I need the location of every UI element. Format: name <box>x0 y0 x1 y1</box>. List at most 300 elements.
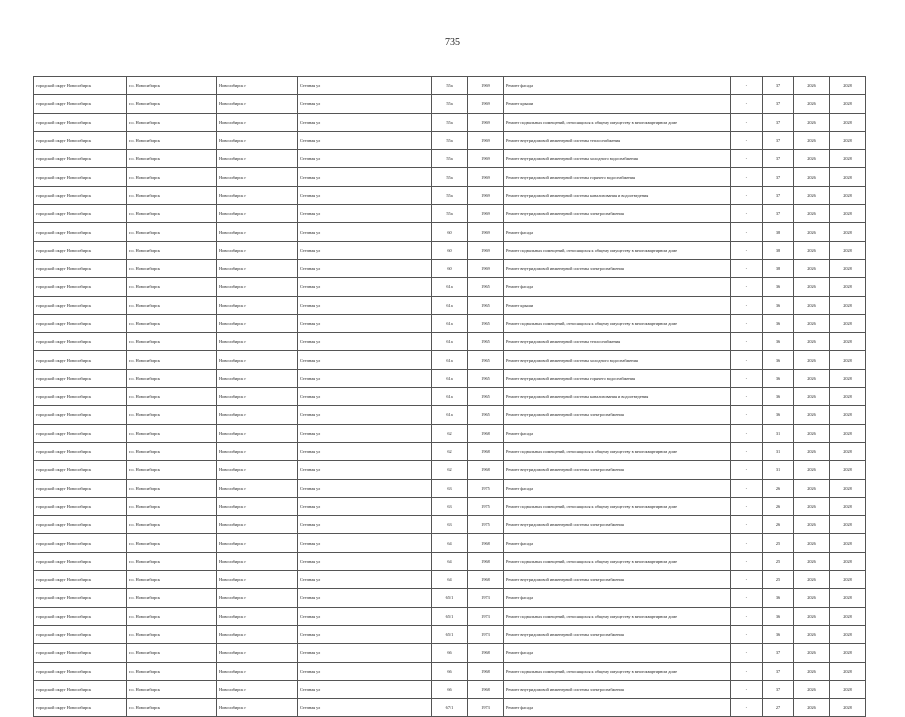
cell-period-to: 2028 <box>830 205 866 223</box>
cell-life: 38 <box>763 259 794 277</box>
cell-district: городской округ Новосибирск <box>34 168 127 186</box>
table-row <box>34 278 866 296</box>
cell-year: 1969 <box>468 113 504 131</box>
cell-dash: - <box>731 406 763 424</box>
cell-house: 62 <box>432 424 468 442</box>
cell-district: городской округ Новосибирск <box>34 333 127 351</box>
cell-life: 37 <box>763 186 794 204</box>
cell-locality: Новосибирск г <box>217 259 298 277</box>
cell-work: Ремонт внутридомовой инженерной системы теплоснабжения <box>504 131 731 149</box>
cell-work: Ремонт внутридомовой инженерной системы канализования и водоотведения <box>504 388 731 406</box>
cell-period-from: 2026 <box>794 223 830 241</box>
cell-locality: Новосибирск г <box>217 589 298 607</box>
cell-street: Степная ул <box>298 571 432 589</box>
cell-house: 55а <box>432 150 468 168</box>
cell-period-to: 2028 <box>830 644 866 662</box>
cell-municipality: г.о. Новосибирск <box>127 461 217 479</box>
cell-period-to: 2028 <box>830 278 866 296</box>
cell-district: городской округ Новосибирск <box>34 205 127 223</box>
cell-dash: - <box>731 424 763 442</box>
cell-municipality: г.о. Новосибирск <box>127 497 217 515</box>
cell-period-to: 2028 <box>830 625 866 643</box>
table-row <box>34 571 866 589</box>
cell-district: городской округ Новосибирск <box>34 150 127 168</box>
cell-period-from: 2026 <box>794 662 830 680</box>
cell-period-to: 2028 <box>830 680 866 698</box>
table-row <box>34 406 866 424</box>
cell-life: 36 <box>763 314 794 332</box>
cell-street: Степная ул <box>298 369 432 387</box>
cell-house: 66 <box>432 680 468 698</box>
cell-dash: - <box>731 369 763 387</box>
cell-period-from: 2026 <box>794 625 830 643</box>
cell-dash: - <box>731 131 763 149</box>
table-row <box>34 644 866 662</box>
cell-district: городской округ Новосибирск <box>34 534 127 552</box>
cell-district: городской округ Новосибирск <box>34 680 127 698</box>
cell-dash: - <box>731 205 763 223</box>
cell-district: городской округ Новосибирск <box>34 607 127 625</box>
cell-life: 38 <box>763 223 794 241</box>
cell-period-to: 2028 <box>830 552 866 570</box>
cell-life: 26 <box>763 516 794 534</box>
table-row <box>34 186 866 204</box>
cell-locality: Новосибирск г <box>217 406 298 424</box>
cell-district: городской округ Новосибирск <box>34 424 127 442</box>
page-number: 735 <box>445 37 460 48</box>
cell-locality: Новосибирск г <box>217 351 298 369</box>
cell-locality: Новосибирск г <box>217 278 298 296</box>
cell-period-from: 2026 <box>794 607 830 625</box>
cell-district: городской округ Новосибирск <box>34 95 127 113</box>
cell-locality: Новосибирск г <box>217 461 298 479</box>
cell-period-to: 2028 <box>830 241 866 259</box>
cell-dash: - <box>731 388 763 406</box>
cell-street: Степная ул <box>298 461 432 479</box>
cell-municipality: г.о. Новосибирск <box>127 680 217 698</box>
cell-dash: - <box>731 534 763 552</box>
cell-locality: Новосибирск г <box>217 223 298 241</box>
cell-dash: - <box>731 296 763 314</box>
cell-year: 1968 <box>468 662 504 680</box>
cell-district: городской округ Новосибирск <box>34 77 127 95</box>
cell-life: 37 <box>763 644 794 662</box>
cell-house: 55а <box>432 131 468 149</box>
cell-locality: Новосибирск г <box>217 150 298 168</box>
cell-municipality: г.о. Новосибирск <box>127 259 217 277</box>
cell-life: 31 <box>763 442 794 460</box>
cell-street: Степная ул <box>298 552 432 570</box>
cell-district: городской округ Новосибирск <box>34 223 127 241</box>
cell-period-from: 2026 <box>794 680 830 698</box>
cell-street: Степная ул <box>298 497 432 515</box>
cell-year: 1965 <box>468 369 504 387</box>
cell-period-from: 2026 <box>794 351 830 369</box>
cell-life: 37 <box>763 95 794 113</box>
cell-street: Степная ул <box>298 278 432 296</box>
cell-municipality: г.о. Новосибирск <box>127 77 217 95</box>
cell-year: 1968 <box>468 680 504 698</box>
cell-street: Степная ул <box>298 589 432 607</box>
cell-life: 37 <box>763 113 794 131</box>
cell-street: Степная ул <box>298 351 432 369</box>
table-row <box>34 662 866 680</box>
cell-work: Ремонт подвальных помещений, относящихся к общему имуществу в многоквартирном доме <box>504 314 731 332</box>
cell-district: городской округ Новосибирск <box>34 351 127 369</box>
cell-period-from: 2026 <box>794 552 830 570</box>
cell-life: 36 <box>763 607 794 625</box>
cell-street: Степная ул <box>298 516 432 534</box>
table-row <box>34 259 866 277</box>
cell-life: 36 <box>763 351 794 369</box>
cell-work: Ремонт фасада <box>504 77 731 95</box>
cell-work: Ремонт внутридомовой инженерной системы теплоснабжения <box>504 333 731 351</box>
cell-life: 36 <box>763 369 794 387</box>
cell-life: 31 <box>763 424 794 442</box>
cell-period-to: 2028 <box>830 186 866 204</box>
cell-period-to: 2028 <box>830 662 866 680</box>
cell-street: Степная ул <box>298 388 432 406</box>
cell-period-to: 2028 <box>830 369 866 387</box>
table-row <box>34 680 866 698</box>
cell-locality: Новосибирск г <box>217 333 298 351</box>
cell-work: Ремонт внутридомовой инженерной системы горячего водоснабжения <box>504 168 731 186</box>
table-row <box>34 534 866 552</box>
cell-municipality: г.о. Новосибирск <box>127 589 217 607</box>
cell-period-from: 2026 <box>794 314 830 332</box>
cell-municipality: г.о. Новосибирск <box>127 625 217 643</box>
table-row <box>34 241 866 259</box>
cell-period-from: 2026 <box>794 150 830 168</box>
cell-locality: Новосибирск г <box>217 77 298 95</box>
cell-house: 55а <box>432 205 468 223</box>
cell-life: 37 <box>763 205 794 223</box>
cell-district: городской округ Новосибирск <box>34 497 127 515</box>
cell-house: 66 <box>432 644 468 662</box>
cell-period-to: 2028 <box>830 259 866 277</box>
cell-municipality: г.о. Новосибирск <box>127 186 217 204</box>
cell-life: 36 <box>763 406 794 424</box>
cell-year: 1969 <box>468 95 504 113</box>
cell-district: городской округ Новосибирск <box>34 186 127 204</box>
cell-district: городской округ Новосибирск <box>34 296 127 314</box>
cell-period-to: 2028 <box>830 150 866 168</box>
cell-period-from: 2026 <box>794 534 830 552</box>
cell-dash: - <box>731 516 763 534</box>
cell-life: 25 <box>763 552 794 570</box>
cell-life: 36 <box>763 333 794 351</box>
cell-work: Ремонт подвальных помещений, относящихся к общему имуществу в многоквартирном доме <box>504 662 731 680</box>
cell-dash: - <box>731 644 763 662</box>
cell-work: Ремонт внутридомовой инженерной системы электроснабжения <box>504 461 731 479</box>
cell-locality: Новосибирск г <box>217 699 298 717</box>
cell-work: Ремонт фасада <box>504 644 731 662</box>
cell-work: Ремонт фасада <box>504 278 731 296</box>
cell-house: 64 <box>432 534 468 552</box>
cell-street: Степная ул <box>298 424 432 442</box>
cell-period-to: 2028 <box>830 113 866 131</box>
cell-district: городской округ Новосибирск <box>34 241 127 259</box>
cell-locality: Новосибирск г <box>217 625 298 643</box>
cell-locality: Новосибирск г <box>217 388 298 406</box>
cell-house: 63 <box>432 479 468 497</box>
cell-year: 1975 <box>468 479 504 497</box>
cell-house: 61а <box>432 406 468 424</box>
cell-period-to: 2028 <box>830 351 866 369</box>
cell-house: 61а <box>432 351 468 369</box>
cell-locality: Новосибирск г <box>217 186 298 204</box>
cell-period-to: 2028 <box>830 223 866 241</box>
cell-period-to: 2028 <box>830 699 866 717</box>
cell-municipality: г.о. Новосибирск <box>127 168 217 186</box>
cell-year: 1973 <box>468 589 504 607</box>
cell-period-to: 2028 <box>830 607 866 625</box>
cell-period-from: 2026 <box>794 296 830 314</box>
cell-period-from: 2026 <box>794 168 830 186</box>
cell-municipality: г.о. Новосибирск <box>127 662 217 680</box>
cell-period-from: 2026 <box>794 589 830 607</box>
table-row <box>34 77 866 95</box>
cell-municipality: г.о. Новосибирск <box>127 333 217 351</box>
cell-district: городской округ Новосибирск <box>34 662 127 680</box>
cell-district: городской округ Новосибирск <box>34 314 127 332</box>
cell-municipality: г.о. Новосибирск <box>127 369 217 387</box>
cell-period-to: 2028 <box>830 95 866 113</box>
cell-locality: Новосибирск г <box>217 424 298 442</box>
cell-period-to: 2028 <box>830 406 866 424</box>
cell-period-to: 2028 <box>830 497 866 515</box>
table-row <box>34 479 866 497</box>
cell-municipality: г.о. Новосибирск <box>127 479 217 497</box>
cell-municipality: г.о. Новосибирск <box>127 150 217 168</box>
cell-work: Ремонт подвальных помещений, относящихся к общему имуществу в многоквартирном доме <box>504 607 731 625</box>
cell-year: 1968 <box>468 644 504 662</box>
cell-period-from: 2026 <box>794 186 830 204</box>
cell-locality: Новосибирск г <box>217 168 298 186</box>
cell-work: Ремонт подвальных помещений, относящихся к общему имуществу в многоквартирном доме <box>504 113 731 131</box>
cell-year: 1969 <box>468 168 504 186</box>
cell-house: 60 <box>432 241 468 259</box>
cell-year: 1975 <box>468 516 504 534</box>
cell-life: 36 <box>763 388 794 406</box>
cell-year: 1968 <box>468 552 504 570</box>
cell-district: городской округ Новосибирск <box>34 479 127 497</box>
cell-life: 36 <box>763 296 794 314</box>
cell-year: 1969 <box>468 150 504 168</box>
cell-life: 38 <box>763 241 794 259</box>
cell-locality: Новосибирск г <box>217 369 298 387</box>
table-row <box>34 333 866 351</box>
cell-year: 1968 <box>468 461 504 479</box>
cell-life: 37 <box>763 680 794 698</box>
cell-street: Степная ул <box>298 95 432 113</box>
cell-dash: - <box>731 314 763 332</box>
table-row <box>34 589 866 607</box>
cell-dash: - <box>731 168 763 186</box>
cell-locality: Новосибирск г <box>217 442 298 460</box>
table-row <box>34 424 866 442</box>
cell-period-from: 2026 <box>794 241 830 259</box>
cell-street: Степная ул <box>298 223 432 241</box>
cell-work: Ремонт крыши <box>504 95 731 113</box>
cell-district: городской округ Новосибирск <box>34 442 127 460</box>
cell-period-to: 2028 <box>830 424 866 442</box>
cell-work: Ремонт внутридомовой инженерной системы электроснабжения <box>504 516 731 534</box>
cell-municipality: г.о. Новосибирск <box>127 278 217 296</box>
cell-period-from: 2026 <box>794 644 830 662</box>
cell-period-from: 2026 <box>794 369 830 387</box>
table-row <box>34 150 866 168</box>
cell-period-to: 2028 <box>830 388 866 406</box>
cell-life: 37 <box>763 168 794 186</box>
cell-house: 55а <box>432 77 468 95</box>
cell-period-to: 2028 <box>830 461 866 479</box>
cell-house: 61а <box>432 388 468 406</box>
cell-dash: - <box>731 113 763 131</box>
cell-period-from: 2026 <box>794 497 830 515</box>
table-row <box>34 131 866 149</box>
table-row <box>34 607 866 625</box>
cell-life: 37 <box>763 77 794 95</box>
cell-period-to: 2028 <box>830 77 866 95</box>
cell-street: Степная ул <box>298 131 432 149</box>
cell-locality: Новосибирск г <box>217 497 298 515</box>
table-row <box>34 497 866 515</box>
cell-street: Степная ул <box>298 662 432 680</box>
cell-period-to: 2028 <box>830 131 866 149</box>
cell-district: городской округ Новосибирск <box>34 388 127 406</box>
cell-life: 26 <box>763 479 794 497</box>
cell-street: Степная ул <box>298 296 432 314</box>
table-row <box>34 516 866 534</box>
cell-house: 64 <box>432 571 468 589</box>
cell-locality: Новосибирск г <box>217 552 298 570</box>
cell-work: Ремонт подвальных помещений, относящихся к общему имуществу в многоквартирном доме <box>504 497 731 515</box>
cell-district: городской округ Новосибирск <box>34 113 127 131</box>
cell-work: Ремонт фасада <box>504 479 731 497</box>
cell-year: 1969 <box>468 205 504 223</box>
table-row <box>34 95 866 113</box>
cell-house: 55а <box>432 168 468 186</box>
cell-municipality: г.о. Новосибирск <box>127 406 217 424</box>
cell-dash: - <box>731 95 763 113</box>
cell-dash: - <box>731 442 763 460</box>
cell-street: Степная ул <box>298 205 432 223</box>
cell-house: 65/1 <box>432 625 468 643</box>
cell-year: 1965 <box>468 333 504 351</box>
cell-street: Степная ул <box>298 77 432 95</box>
cell-house: 61а <box>432 369 468 387</box>
cell-period-from: 2026 <box>794 205 830 223</box>
cell-street: Степная ул <box>298 699 432 717</box>
cell-year: 1968 <box>468 534 504 552</box>
cell-locality: Новосибирск г <box>217 113 298 131</box>
cell-life: 31 <box>763 461 794 479</box>
cell-street: Степная ул <box>298 442 432 460</box>
cell-life: 37 <box>763 131 794 149</box>
cell-work: Ремонт внутридомовой инженерной системы канализования и водоотведения <box>504 186 731 204</box>
cell-street: Степная ул <box>298 644 432 662</box>
cell-municipality: г.о. Новосибирск <box>127 388 217 406</box>
cell-period-from: 2026 <box>794 333 830 351</box>
cell-year: 1969 <box>468 77 504 95</box>
cell-year: 1975 <box>468 497 504 515</box>
cell-life: 37 <box>763 662 794 680</box>
cell-period-from: 2026 <box>794 406 830 424</box>
cell-life: 25 <box>763 571 794 589</box>
cell-street: Степная ул <box>298 259 432 277</box>
cell-district: городской округ Новосибирск <box>34 369 127 387</box>
cell-house: 55а <box>432 186 468 204</box>
cell-house: 60 <box>432 223 468 241</box>
cell-municipality: г.о. Новосибирск <box>127 131 217 149</box>
cell-period-to: 2028 <box>830 479 866 497</box>
cell-dash: - <box>731 259 763 277</box>
cell-period-to: 2028 <box>830 314 866 332</box>
cell-municipality: г.о. Новосибирск <box>127 552 217 570</box>
cell-life: 27 <box>763 699 794 717</box>
cell-dash: - <box>731 278 763 296</box>
table-row <box>34 205 866 223</box>
cell-municipality: г.о. Новосибирск <box>127 95 217 113</box>
cell-house: 62 <box>432 461 468 479</box>
cell-locality: Новосибирск г <box>217 534 298 552</box>
cell-house: 61а <box>432 314 468 332</box>
cell-year: 1965 <box>468 296 504 314</box>
cell-street: Степная ул <box>298 113 432 131</box>
cell-house: 66 <box>432 662 468 680</box>
cell-period-from: 2026 <box>794 571 830 589</box>
cell-locality: Новосибирск г <box>217 479 298 497</box>
table-row <box>34 168 866 186</box>
cell-municipality: г.о. Новосибирск <box>127 241 217 259</box>
table-row <box>34 388 866 406</box>
cell-work: Ремонт внутридомовой инженерной системы электроснабжения <box>504 205 731 223</box>
cell-year: 1965 <box>468 278 504 296</box>
cell-year: 1965 <box>468 406 504 424</box>
cell-period-to: 2028 <box>830 333 866 351</box>
cell-locality: Новосибирск г <box>217 131 298 149</box>
cell-municipality: г.о. Новосибирск <box>127 607 217 625</box>
cell-municipality: г.о. Новосибирск <box>127 534 217 552</box>
cell-house: 61а <box>432 296 468 314</box>
cell-dash: - <box>731 680 763 698</box>
cell-period-from: 2026 <box>794 516 830 534</box>
cell-district: городской округ Новосибирск <box>34 278 127 296</box>
cell-municipality: г.о. Новосибирск <box>127 424 217 442</box>
cell-work: Ремонт крыши <box>504 296 731 314</box>
cell-street: Степная ул <box>298 625 432 643</box>
cell-district: городской округ Новосибирск <box>34 406 127 424</box>
cell-year: 1968 <box>468 571 504 589</box>
cell-work: Ремонт внутридомовой инженерной системы электроснабжения <box>504 406 731 424</box>
cell-dash: - <box>731 699 763 717</box>
cell-house: 65/1 <box>432 589 468 607</box>
cell-year: 1969 <box>468 241 504 259</box>
cell-municipality: г.о. Новосибирск <box>127 442 217 460</box>
cell-house: 55а <box>432 95 468 113</box>
cell-period-to: 2028 <box>830 296 866 314</box>
cell-year: 1968 <box>468 424 504 442</box>
cell-dash: - <box>731 241 763 259</box>
cell-house: 62 <box>432 442 468 460</box>
cell-municipality: г.о. Новосибирск <box>127 516 217 534</box>
cell-period-from: 2026 <box>794 131 830 149</box>
cell-dash: - <box>731 333 763 351</box>
cell-year: 1969 <box>468 223 504 241</box>
table-row <box>34 296 866 314</box>
cell-house: 65/1 <box>432 607 468 625</box>
